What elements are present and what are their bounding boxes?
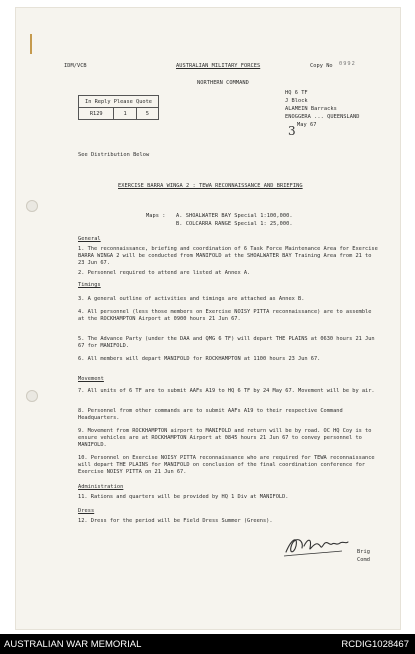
paragraph-3: 3. A general outline of activities and timings are attached as Annex B.: [78, 296, 305, 302]
punch-hole-bottom: [26, 390, 38, 402]
copy-number-value: 0992: [339, 61, 356, 67]
paragraph-8: 8. Personnel from other commands are to submit AAFs A19 to their respective Command Headquarters.: [78, 408, 343, 421]
reply-quote-cell: 1: [114, 108, 136, 120]
reply-quote-caption: In Reply Please Quote: [79, 96, 159, 108]
map-a: A. SHOALWATER BAY Special 1:100,000.: [176, 213, 293, 219]
address-line-3: ALAMEIN Barracks: [285, 106, 337, 112]
paragraph-10: 10. Personnel on Exercise NOISY PITTA reconnaissance who are required for TEWA reconnaissance will depart THE PLAINS for MANIFOLD on conclusion of the final coordination conference for Exercise NOISY PITTA on 21 Jun 67.: [78, 455, 375, 475]
section-general: General: [78, 236, 101, 242]
paragraph-7: 7. All units of 6 TF are to submit AAFs A19 to HQ 6 TF by 24 May 67. Movement will be by air.: [78, 388, 375, 394]
address-line-2: J Block: [285, 98, 308, 104]
paragraph-5: 5. The Advance Party (under the DAA and QMG 6 TF) will depart THE PLAINS at 0630 hours 21 Jun 67 for MANIFOLD.: [78, 336, 375, 349]
paragraph-1: 1. The reconnaissance, briefing and coordination of 6 Task Force Maintenance Area for Exercise BARRA WINGA 2 will be conducted from MANIFOLD at the SHOALWATER BAY Training Area from 21 to 23 Jun 67.: [78, 246, 378, 266]
signatory-appointment: Comd: [357, 557, 370, 563]
address-line-1: HQ 6 TF: [285, 90, 308, 96]
section-movement: Movement: [78, 376, 104, 382]
signatory-rank: Brig: [357, 549, 370, 555]
archive-name: AUSTRALIAN WAR MEMORIAL: [4, 639, 142, 650]
pencil-mark: [30, 34, 32, 54]
punch-hole-top: [26, 200, 38, 212]
paragraph-12: 12. Dress for the period will be Field Dress Summer (Greens).: [78, 518, 273, 524]
paragraph-6: 6. All members will depart MANIFOLD for ROCKHAMPTON at 1100 hours 23 Jun 67.: [78, 356, 321, 362]
organisation-heading: AUSTRALIAN MILITARY FORCES: [176, 63, 261, 69]
reply-quote-box: [78, 95, 159, 120]
section-administration: Administration: [78, 484, 124, 490]
map-b: B. COLCARRA RANGE Special 1: 25,000.: [176, 221, 293, 227]
section-timings: Timings: [78, 282, 101, 288]
handwritten-signature: [282, 532, 352, 558]
section-dress: Dress: [78, 508, 95, 514]
document-title: EXERCISE BARRA WINGA 2 : TEWA RECONNAISSANCE AND BRIEFING: [118, 183, 303, 189]
paragraph-9: 9. Movement from ROCKHAMPTON airport to MANIFOLD and return will be by road. OC HQ Coy is to ensure vehicles are at ROCKHAMPTON Airport at 0845 hours 21 Jun 67 to convey personnel to MANIFOLD.: [78, 428, 372, 448]
handwritten-day: 3: [288, 124, 296, 138]
paragraph-2: 2. Personnel required to attend are listed at Annex A.: [78, 270, 251, 276]
address-date: May 67: [297, 122, 317, 128]
reply-quote-cell: 5: [136, 108, 158, 120]
file-reference: IDM/VCB: [64, 63, 87, 69]
archive-record-id: RCDIG1028467: [341, 639, 409, 650]
reply-quote-cell: R129: [79, 108, 114, 120]
maps-label: Maps :: [146, 213, 166, 219]
archive-footer: [0, 634, 415, 654]
copy-number-label: Copy No: [310, 63, 333, 69]
distribution-note: See Distribution Below: [78, 152, 150, 158]
command-heading: NORTHERN COMMAND: [197, 80, 249, 86]
paragraph-4: 4. All personnel (less those members on Exercise NOISY PITTA reconnaissance) are to assemble at the ROCKHAMPTON Airport at 0900 hours 21 Jun 67.: [78, 309, 372, 322]
paragraph-11: 11. Rations and quarters will be provided by HQ 1 Div at MANIFOLD.: [78, 494, 289, 500]
address-line-4: ENOGGERA ... QUEENSLAND: [285, 114, 360, 120]
